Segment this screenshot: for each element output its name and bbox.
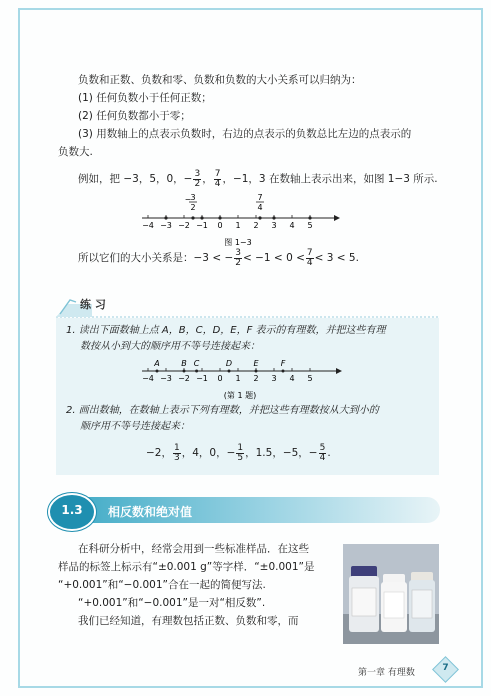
axis-tick-label: 3 <box>271 221 277 230</box>
section-title: 相反数和绝对值 <box>108 505 193 519</box>
axis-tick-label: 2 <box>253 221 259 230</box>
axis-tick-label: 4 <box>289 221 295 230</box>
body-line-2: 样品的标签上标示有“±0.001 g”等字样．“±0.001”是 <box>58 561 315 573</box>
point-0 <box>218 216 221 219</box>
axis-ticks <box>142 368 312 383</box>
conclusion-middle: < −1 < 0 < <box>242 252 305 264</box>
example-line <box>78 168 438 190</box>
fraction-denominator: 4 <box>319 452 326 463</box>
axis-tick-label: −1 <box>196 221 208 230</box>
point-label-numerator: 7 <box>257 193 263 202</box>
footer-chapter: 第一章 有理数 <box>358 668 415 678</box>
point-neg-1 <box>200 216 203 219</box>
axis-ticks <box>142 215 312 230</box>
point-label-neg-3-2 <box>185 193 197 212</box>
fraction-denominator: 3 <box>173 452 180 463</box>
fraction-denominator: 5 <box>237 452 244 463</box>
point-label-sign: − <box>184 195 192 204</box>
figure-caption: 图 1−3 <box>224 238 252 247</box>
axis-tick-label: −3 <box>160 374 172 383</box>
axis-tick-label: 4 <box>289 374 295 383</box>
exercise-point-label-c: C <box>193 359 200 368</box>
axis-tick-label: 1 <box>235 374 241 383</box>
axis-tick-label: −2 <box>178 221 190 230</box>
section-number: 1.3 <box>61 503 83 517</box>
example-suffix: ，−1，3 在数轴上表示出来，如图 1−3 所示. <box>222 173 438 185</box>
fraction-1-5 <box>236 444 244 463</box>
fraction-denominator: 2 <box>235 257 241 268</box>
body-line-1: 在科研分析中，经常会用到一些标准样品．在这些 <box>78 543 309 555</box>
axis-tick-label: 2 <box>253 374 259 383</box>
conclusion-prefix: 所以它们的大小关系是：−3 < − <box>78 252 234 264</box>
fraction-7-4 <box>306 249 314 268</box>
exercise-q2-line-1: 2. 画出数轴，在数轴上表示下列有理数，并把这些有理数按从大到小的 <box>66 405 379 416</box>
intro-line-2: (1) 任何负数小于任何正数； <box>78 92 212 104</box>
example-prefix: 例如，把 −3，5，0，− <box>78 173 193 185</box>
exercise-q2-list <box>146 442 331 464</box>
fraction-1-3 <box>173 444 181 463</box>
fraction-numerator: 7 <box>214 168 221 179</box>
bottle-3-label <box>412 590 432 618</box>
point-3 <box>272 216 275 219</box>
exercise-figure-caption: (第 1 题) <box>223 391 257 400</box>
point-label-numerator: 3 <box>190 193 196 202</box>
fraction-7-4 <box>214 170 222 189</box>
exercise-q2-line-2: 顺序用不等号连接起来： <box>80 421 190 432</box>
body-line-4: “+0.001”和“−0.001”是一对“相反数”. <box>78 597 266 609</box>
axis-tick-label: −3 <box>160 221 172 230</box>
point-neg-3 <box>164 216 167 219</box>
exercise-point-label-e: E <box>253 359 259 368</box>
point-7-4 <box>258 216 261 219</box>
exercise-q1-line-1: 1. 读出下面数轴上点 A，B，C，D，E，F 表示的有理数，并把这些有理 <box>66 325 386 336</box>
list-part: ，1.5，−5，− <box>245 447 318 459</box>
intro-line-3: (2) 任何负数都小于零； <box>78 110 191 122</box>
point-neg-3-2 <box>191 216 194 219</box>
page-number: 7 <box>442 663 449 673</box>
fraction-numerator: 1 <box>173 442 180 453</box>
fraction-numerator: 3 <box>194 168 201 179</box>
axis-tick-label: 0 <box>217 221 223 230</box>
list-part: . <box>327 447 331 459</box>
exercise-point-label-b: B <box>181 359 187 368</box>
exercise-point-label-d: D <box>225 359 233 368</box>
list-part: ，4，0，− <box>181 447 236 459</box>
fraction-numerator: 7 <box>306 247 313 258</box>
body-line-3: “+0.001”和“−0.001”合在一起的简便写法. <box>58 579 266 591</box>
fraction-3-2 <box>234 249 242 268</box>
point-label-denominator: 4 <box>257 203 263 212</box>
example-mid: ， <box>202 173 213 185</box>
intro-line-5: 负数大. <box>58 146 93 158</box>
axis-tick-label: −4 <box>142 221 154 230</box>
fraction-numerator: 5 <box>319 442 326 453</box>
conclusion-suffix: < 3 < 5. <box>314 252 359 264</box>
fraction-denominator: 4 <box>306 257 313 268</box>
bottle-1-label <box>352 588 376 616</box>
axis-tick-label: 5 <box>307 374 313 383</box>
intro-line-4: (3) 用数轴上的点表示负数时，右边的点表示的负数总比左边的点表示的 <box>78 128 412 140</box>
conclusion-line <box>78 247 359 269</box>
exercise-q1-line-2: 数按从小到大的顺序用不等号连接起来： <box>80 341 260 352</box>
intro-line-1: 负数和正数、负数和零、负数和负数的大小关系可以归纳为： <box>78 74 362 86</box>
exercise-header-tab <box>56 292 439 318</box>
exercise-title: 练 习 <box>80 298 106 311</box>
exercise-point-label-f: F <box>280 359 286 368</box>
list-part: −2， <box>146 447 172 459</box>
point-label-7-4 <box>256 193 264 212</box>
axis-tick-label: 5 <box>307 221 313 230</box>
fraction-neg-3-2 <box>193 170 201 189</box>
point-label-denominator: 2 <box>190 203 196 212</box>
page-border-top <box>18 8 483 10</box>
sample-bottles-photo <box>343 544 439 644</box>
fraction-denominator: 4 <box>214 178 221 189</box>
page-border-right <box>481 8 483 688</box>
exercise-number-line <box>140 355 350 401</box>
axis-tick-label: 0 <box>217 374 223 383</box>
axis-tick-label: −4 <box>142 374 154 383</box>
axis-arrow <box>334 215 340 221</box>
fraction-denominator: 2 <box>194 178 201 189</box>
axis-arrow <box>336 368 342 374</box>
axis-tick-label: 1 <box>235 221 241 230</box>
exercise-point-labels <box>153 359 285 373</box>
axis-tick-label: −1 <box>196 374 208 383</box>
point-5 <box>308 216 311 219</box>
axis-tick-label: −2 <box>178 374 190 383</box>
fraction-5-4 <box>319 444 327 463</box>
page-border-bottom <box>18 686 483 688</box>
bottle-2-label <box>384 592 404 618</box>
exercise-point-label-a: A <box>154 359 160 368</box>
fraction-numerator: 1 <box>237 442 244 453</box>
body-line-5: 我们已经知道，有理数包括正数、负数和零，而 <box>78 615 299 627</box>
figure-1-3-number-line <box>140 192 360 248</box>
page-border-left <box>18 8 20 688</box>
axis-tick-label: 3 <box>271 374 277 383</box>
fraction-numerator: 3 <box>235 247 241 258</box>
